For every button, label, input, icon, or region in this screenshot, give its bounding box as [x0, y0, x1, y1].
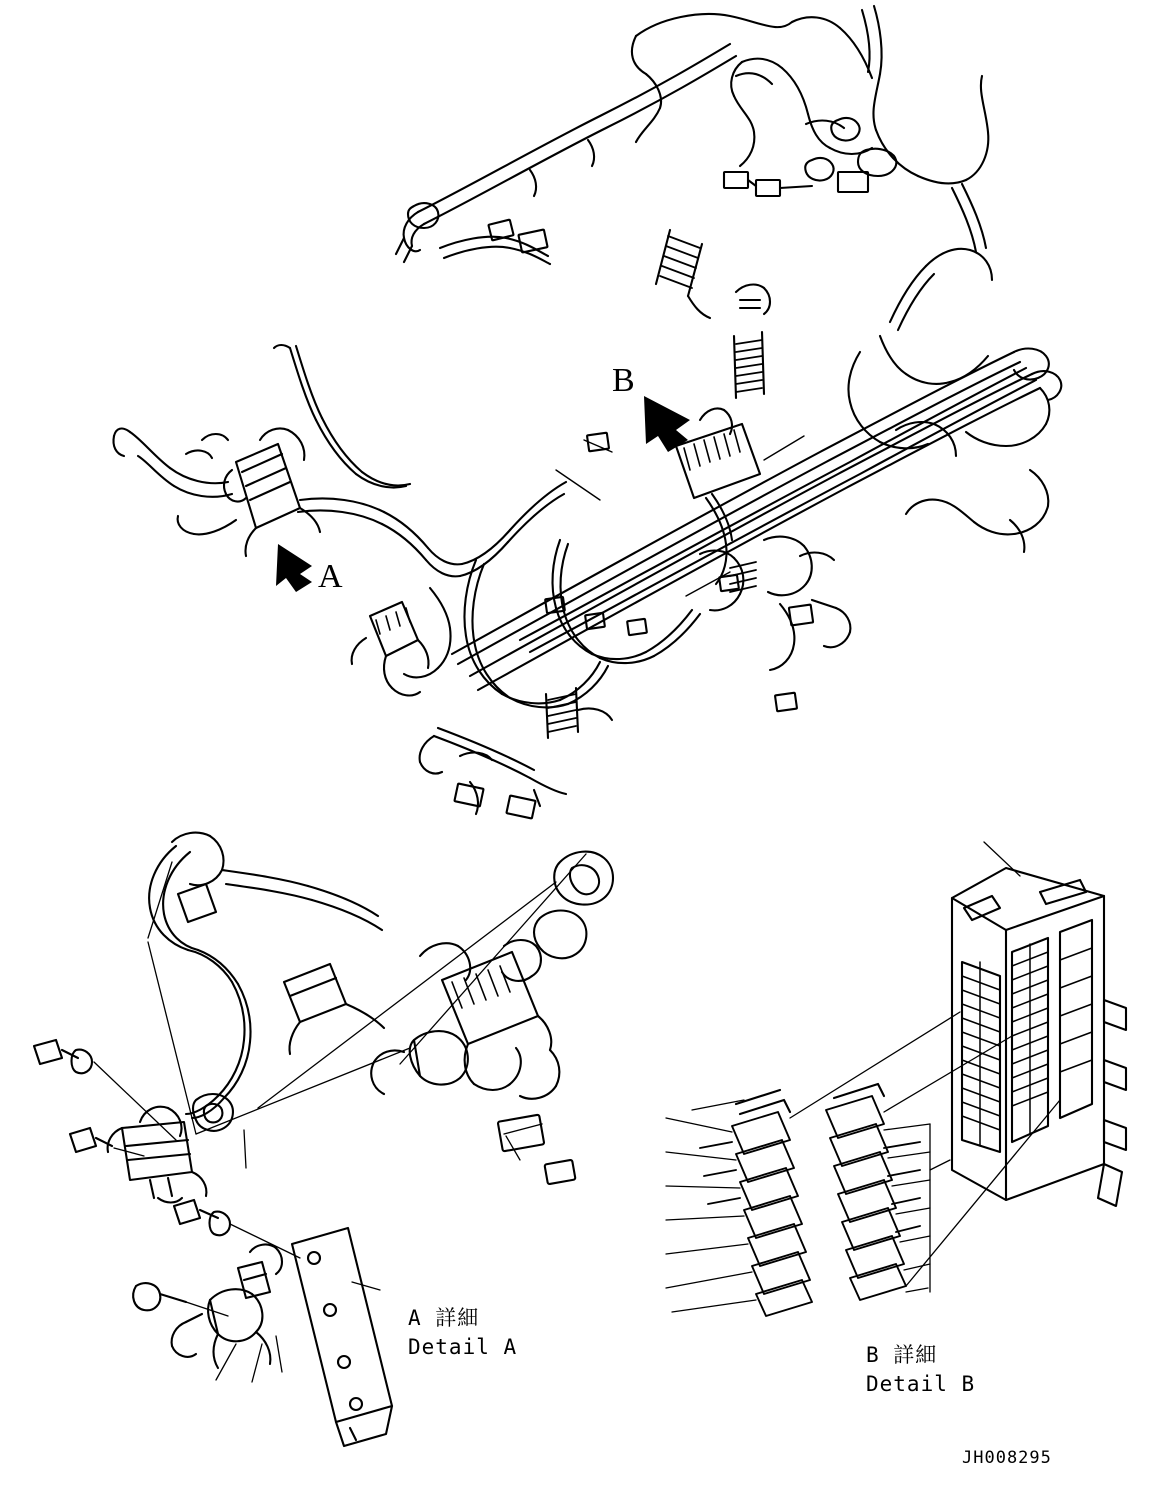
- callout-letter-a: A: [318, 558, 343, 595]
- detail-b-caption-en: Detail B: [866, 1372, 976, 1396]
- detail-a-caption-jp: A 詳細: [408, 1306, 480, 1330]
- main-harness-view: [34, 6, 1126, 1446]
- detail-a-caption-en: Detail A: [408, 1335, 518, 1359]
- callout-letter-b: B: [612, 362, 635, 399]
- detail-b-view: [666, 842, 1126, 1316]
- detail-a-view: [34, 833, 613, 1446]
- detail-b-caption-jp: B 詳細: [866, 1343, 938, 1367]
- arrow-callout-a: [276, 544, 312, 592]
- drawing-id: JH008295: [962, 1448, 1052, 1468]
